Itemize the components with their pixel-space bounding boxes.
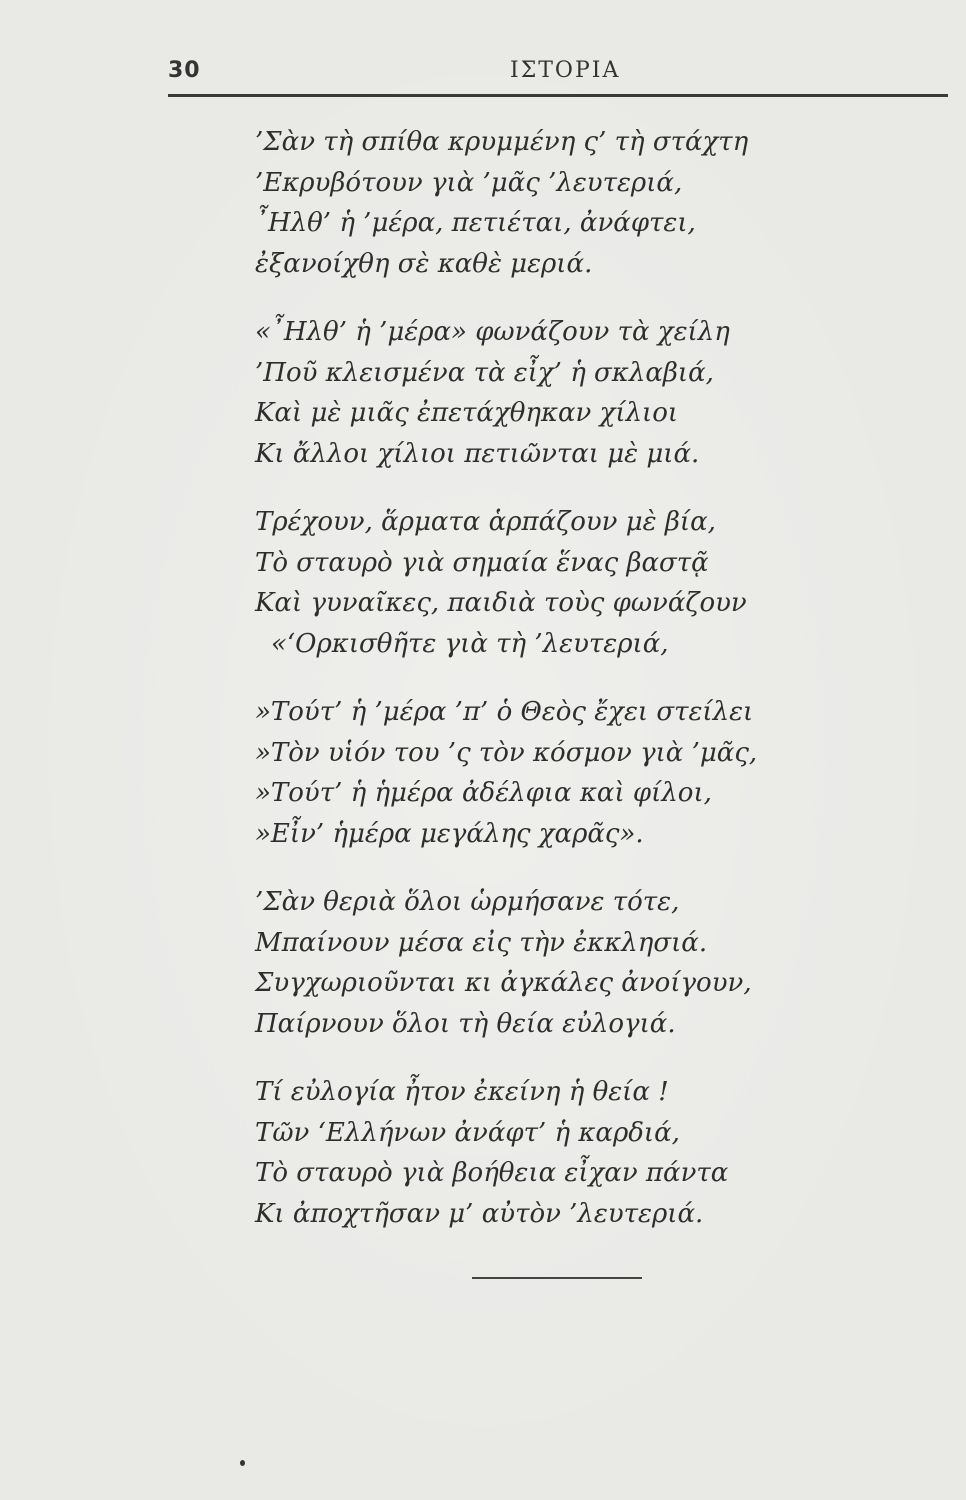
- poem-line: »Τὸν υἱόν του ’ς τὸν κόσμον γιὰ ’μᾶς,: [255, 737, 758, 768]
- stanza: [255, 312, 855, 474]
- poem-line: Μπαίνουν μέσα εἰς τὴν ἐκκλησιά.: [255, 927, 708, 958]
- stanza: [255, 692, 855, 854]
- poem-line: »Τούτ’ ἡ ἡμέρα ἀδέλφια καὶ φίλοι,: [255, 778, 712, 808]
- poem-line: Τὸ σταυρὸ γιὰ σημαία ἕνας βαστᾷ: [255, 547, 709, 578]
- poem-line: »Τούτ’ ἡ ’μέρα ’π’ ὁ Θεὸς ἔχει στείλει: [255, 697, 754, 727]
- poem-line: Κι ἄλλοι χίλιοι πετιῶνται μὲ μιά.: [255, 438, 700, 469]
- poem-line: Τὸ σταυρὸ γιὰ βοήθεια εἶχαν πάντα: [255, 1158, 729, 1188]
- poem-line: «‘Ορκισθῆτε γιὰ τὴ ’λευτεριά,: [271, 628, 669, 659]
- poem-line: ’Εκρυβότουν γιὰ ’μᾶς ’λευτεριά,: [255, 167, 683, 198]
- poem-line: Κι ἀποχτῆσαν μ’ αὐτὸν ’λευτεριά.: [255, 1198, 704, 1229]
- poem-line: Τί εὐλογία ἦτον ἐκείνη ἡ θεία !: [255, 1077, 669, 1107]
- poem-line: «῏Ηλθ’ ἡ ’μέρα» φωνάζουν τὰ χείλη: [255, 317, 730, 347]
- poem-line: Παίρνουν ὅλοι τὴ θεία εὐλογιά.: [255, 1008, 676, 1039]
- poem-line: »Εἶν’ ἡμέρα μεγάλης χαρᾶς».: [255, 818, 644, 849]
- running-title: ΙΣΤΟΡΙΑ: [510, 58, 621, 83]
- poem-line: Τῶν ‘Ελλήνων ἀνάφτ’ ἡ καρδιά,: [255, 1117, 680, 1148]
- poem-line: ’Σὰν θεριὰ ὅλοι ὡρμήσανε τότε,: [255, 887, 680, 917]
- stanza: [255, 502, 855, 664]
- poem-line: Τρέχουν, ἅρματα ἁρπάζουν μὲ βία,: [255, 507, 716, 537]
- poem: [255, 122, 855, 1262]
- page-header: [168, 58, 948, 96]
- poem-line: ῏Ηλθ’ ἡ ’μέρα, πετιέται, ἀνάφτει,: [255, 208, 696, 238]
- poem-line: ’Ποῦ κλεισμένα τὰ εἶχ’ ἡ σκλαβιά,: [255, 357, 714, 388]
- ink-speck: [240, 1460, 245, 1466]
- poem-line: Συγχωριοῦνται κι ἀγκάλες ἀνοίγουν,: [255, 968, 752, 998]
- poem-line: ’Σὰν τὴ σπίθα κρυμμένη ς’ τὴ στάχτη: [255, 127, 749, 157]
- end-rule: [472, 1277, 642, 1279]
- poem-line: Καὶ μὲ μιᾶς ἐπετάχθηκαν χίλιοι: [255, 398, 679, 428]
- poem-line: ἐξανοίχθη σὲ καθὲ μεριά.: [255, 248, 593, 279]
- header-rule: [168, 94, 948, 97]
- stanza: [255, 1072, 855, 1234]
- page-number: 30: [168, 58, 201, 83]
- stanza: [255, 882, 855, 1044]
- poem-line: Καὶ γυναῖκες, παιδιὰ τοὺς φωνάζουν: [255, 588, 747, 618]
- stanza: [255, 122, 855, 284]
